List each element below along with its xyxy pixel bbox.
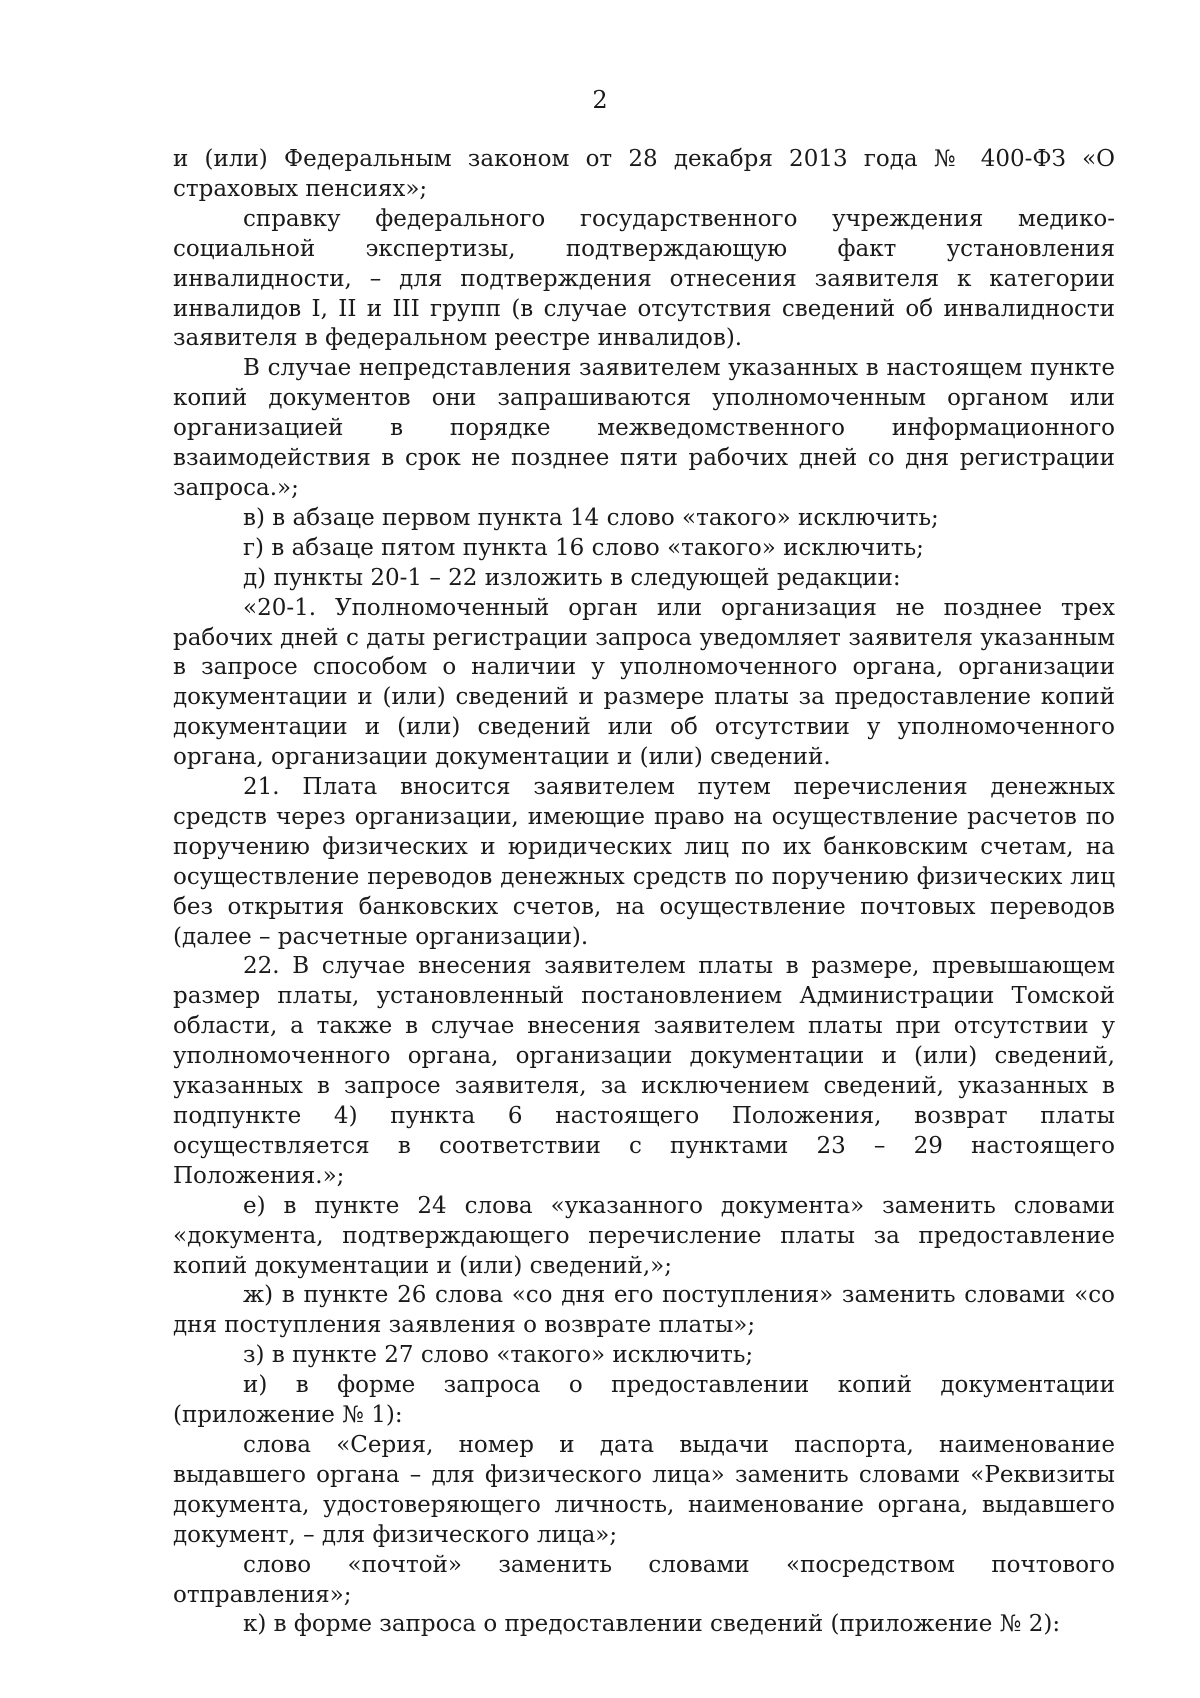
paragraph-point-20-1: «20-1. Уполномоченный орган или организация не позднее трех рабочих дней с даты регистрации запроса уведомляет заявителя указанным в запросе способом о наличии у уполномоченного органа, организации документации и (или) сведений и размере платы за предоставление копий документации и (или) сведений или об отсутствии у уполномоченного органа, организации документации и (или) сведений. <box>173 594 1115 771</box>
paragraph-item-e: е) в пункте 24 слова «указанного документа» заменить словами «документа, подтверждающего перечисление платы за предоставление копий документации и (или) сведений,»; <box>173 1192 1115 1279</box>
paragraph-interagency-request: В случае непредставления заявителем указанных в настоящем пункте копий документов они запрашиваются уполномоченным органом или организацией в порядке межведомственного информационного взаимодействия в срок не позднее пяти рабочих дней со дня регистрации запроса.»; <box>173 355 1115 501</box>
paragraph-point-21: 21. Плата вносится заявителем путем перечисления денежных средств через организации, имеющие право на осуществление расчетов по поручению физических и юридических лиц по их банковским счетам, на осуществление переводов денежных средств по поручению физических лиц без открытия банковских счетов, на осуществление почтовых переводов (далее – расчетные организации). <box>173 774 1115 950</box>
paragraph-mse-certificate: справку федерального государственного учреждения медико-социальной экспертизы, подтверждающую факт установления инвалидности, – для подтверждения отнесения заявителя к категории инвалидов I, II и III групп (в случае отсутствия сведений об инвалидности заявителя в федеральном реестре инвалидов). <box>173 205 1115 352</box>
paragraph-item-z: з) в пункте 27 слово «такого» исключить; <box>243 1342 754 1369</box>
document-body <box>173 145 1115 1640</box>
paragraph-item-zh: ж) в пункте 26 слова «со дня его поступления» заменить словами «со дня поступления заявления о возврате платы»; <box>173 1282 1115 1339</box>
page-number: 2 <box>592 86 608 114</box>
paragraph-continuation: и (или) Федеральным законом от 28 декабря 2013 года № 400-ФЗ «О страховых пенсиях»; <box>173 146 1115 202</box>
paragraph-point-22: 22. В случае внесения заявителем платы в размере, превышающем размер платы, установленный постановлением Администрации Томской области, а также в случае внесения заявителем платы при отсутствии у уполномоченного органа, организации документации и (или) сведений, указанных в запросе заявителя, за исключением сведений, указанных в подпункте 4) пункта 6 настоящего Положения, возврат платы осуществляется в соответствии с пунктами 23 – 29 настоящего Положения.»; <box>173 953 1115 1189</box>
paragraph-item-k: к) в форме запроса о предоставлении сведений (приложение № 2): <box>243 1611 1061 1638</box>
paragraph-passport-replacement: слова «Серия, номер и дата выдачи паспорта, наименование выдавшего органа – для физического лица» заменить словами «Реквизиты документа, удостоверяющего личность, наименование органа, выдавшего документ, – для физического лица»; <box>173 1431 1115 1548</box>
paragraph-item-d: д) пункты 20-1 – 22 изложить в следующей редакции: <box>243 564 901 591</box>
paragraph-item-v: в) в абзаце первом пункта 14 слово «такого» исключить; <box>243 504 939 531</box>
paragraph-item-g: г) в абзаце пятом пункта 16 слово «такого» исключить; <box>243 534 924 561</box>
paragraph-mail-replacement: слово «почтой» заменить словами «посредством почтового отправления»; <box>173 1551 1115 1608</box>
paragraph-item-i: и) в форме запроса о предоставлении копий документации (приложение № 1): <box>173 1372 1115 1429</box>
